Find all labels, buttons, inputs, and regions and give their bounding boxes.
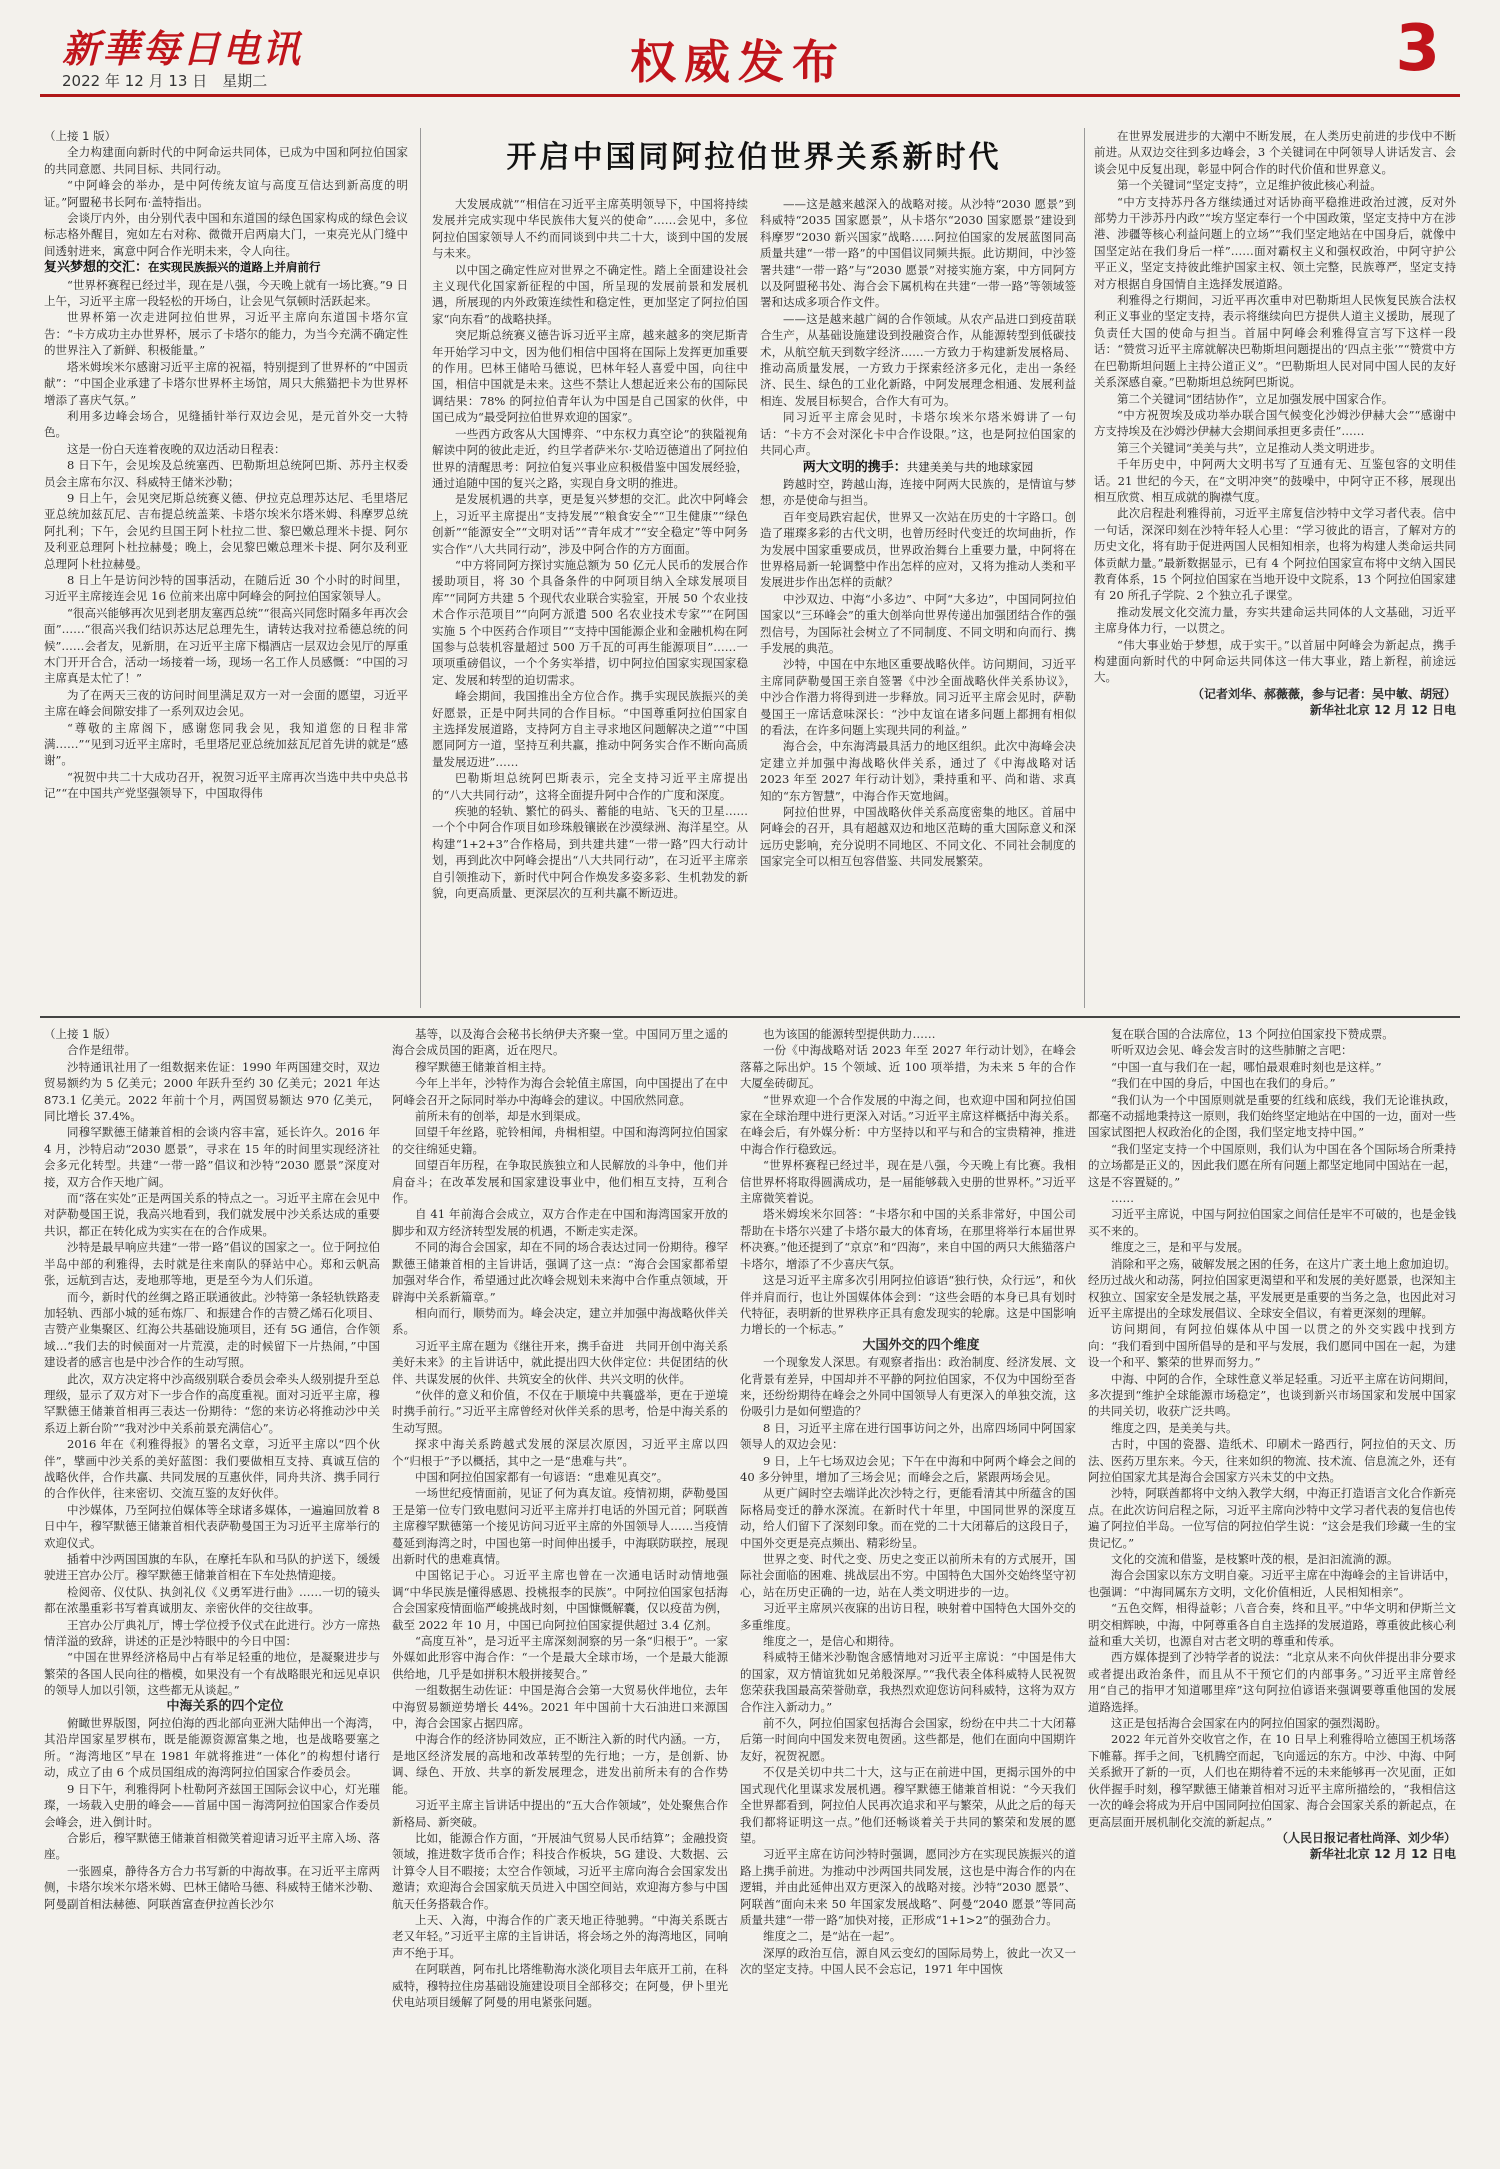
paragraph: 回望百年历程，在争取民族独立和人民解放的斗争中，他们并肩奋斗；在改革发展和国家建设事业中，他们相互支持，互利合作。	[392, 1158, 728, 1206]
subhead-lead: 两大文明的携手：	[802, 459, 907, 475]
article1-subhead-1	[44, 259, 408, 276]
paragraph: 全力构建面向新时代的中阿命运共同体，已成为中国和阿拉伯国家的共同意愿、共同目标、共同行动。	[44, 145, 408, 176]
paragraph: 沙特通讯社用了一组数据来佐证：1990 年两国建交时，双边贸易额约为 5 亿美元；2000 年跃升至约 30 亿美元；2021 年达 873.1 亿美元。2022 年前十个月，两国贸易额达 970 亿美元，同比增长 37.4%。	[44, 1059, 380, 1124]
paragraph: 此次，双方决定将中沙高级别联合委员会牵头人级别提升至总理级，显示了双方对下一步合作的高度重视。面对习近平主席，穆罕默德王储兼首相再三表达一份期待：“您的来访必将推动沙中关系迈上新台阶”“我对沙中关系前景充满信心”。	[44, 1371, 380, 1435]
paragraph: 千年历史中，中阿两大文明书写了互通有无、互鉴包容的文明佳话。21 世纪的今天，在“文明冲突”的鼓噪中，中阿守正不移，展现出相互欣赏、相互成就的胸襟气度。	[1094, 457, 1456, 504]
paragraph: 一个现象发人深思。有观察者指出：政治制度、经济发展、文化背景有差异，中国却并不平静的阿拉伯国家，不仅为中国纷至沓来，还纷纷期待在峰会之外同中国领导人有更深入的单独交流，这份吸引力是如何塑造的？	[740, 1355, 1076, 1419]
paragraph: 习近平主席在访问沙特时强调，愿同沙方在实现民族振兴的道路上携手前进。为推动中沙两国共同发展，这也是中海合作的内在逻辑，并由此延伸出双方更深入的战略对接。沙特“2030 愿景”、阿联酋“面向未来 50 年国家发展战略”、阿曼“2040 愿景”等同高质量共建“一带一路”加快对接，正形成“1+1>2”的强劲合力。	[740, 1847, 1076, 1927]
paragraph: 以中国之确定性应对世界之不确定性。踏上全面建设社会主义现代化国家新征程的中国，所呈现的发展前景和发展机遇，所展现的内外政策连续性和稳定性，更加坚定了阿拉伯国家“向东看”的战略抉择。	[432, 262, 748, 326]
paragraph: 中沙双边、中海“小多边”、中阿“大多边”，中国同阿拉伯国家以“三环峰会”的重大创举向世界传递出加强团结合作的强烈信号，为国际社会树立了不同制度、不同文明和向而行、携手发展的典范。	[760, 591, 1076, 655]
article1-column-2	[432, 196, 748, 1008]
paragraph: 沙特是最早响应共建“一带一路”倡议的国家之一。位于阿拉伯半岛中部的利雅得，去时就是往来南队的驿站中心。郑和云帆高张，远航到吉达，麦地那等地，更是至今为人们乐道。	[44, 1240, 380, 1288]
paragraph: 峰会期间，我国推出全方位合作。携手实现民族振兴的美好愿景，正是中阿共同的合作目标。“中国尊重阿拉伯国家自主选择发展道路，支持阿方自主寻求地区问题解决之道”“中国愿同阿方一道，坚持互利共赢，推动中阿务实合作不断向高质量发展迈进”……	[432, 689, 748, 769]
paragraph: 合作是纽带。	[67, 1043, 136, 1058]
subhead-lead: 复兴梦想的交汇：	[44, 260, 149, 276]
paragraph: 维度之二，是“站在一起”。	[763, 1929, 902, 1944]
paragraph: 2022 年元首外交收官之作，在 10 日早上利雅得哈立德国王机场落下帷幕。挥手之间，飞机腾空而起，飞向遥远的东方。中沙、中海、中阿关系掀开了新的一页，人们也在期待着不远的未来能够再一次见面，正如伙伴握手时刻，穆罕默德王储兼首相对习近平主席所描绘的，“我相信这一次的峰会将成为开启中国同阿拉伯国家、海合会国家关系的新起点，在更高层面开展机制化交流的新起点。”	[1088, 1732, 1456, 1829]
paragraph: 中海、中阿的合作，全球性意义举足轻重。习近平主席在访问期间，多次提到“维护全球能源市场稳定”，也谈到新兴市场国家和发展中国家的共同关切，收获广泛共鸣。	[1088, 1371, 1456, 1419]
paragraph: 消除和平之殇，破解发展之困的任务，在这片广袤土地上愈加迫切。经历过战火和动荡，阿拉伯国家更渴望和平和发展的美好愿景，也深知主权独立、国家安全是发展之基，平发展更是重要的当务之急，也因此对习近平主席提出的全球发展倡议、全球安全倡议，有着更深刻的理解。	[1088, 1256, 1456, 1320]
paragraph: 习近平主席主旨讲话中提出的“五大合作领域”，处处聚焦合作新格局、新突破。	[392, 1798, 728, 1829]
paragraph: 百年变局跌宕起伏，世界又一次站在历史的十字路口。创造了璀璨多彩的古代文明，也曾历经时代变迁的坎坷曲折，作为发展中国家重要成员，世界政治舞台上重要力量，中阿将在世界格局新一轮调整中作出怎样的应对，又将为推动人类和平发展进步作出怎样的贡献？	[760, 509, 1076, 590]
paragraph: 习近平主席夙兴夜寐的出访日程，映射着中国特色大国外交的多重维度。	[740, 1601, 1076, 1632]
paragraph: 世界杯第一次走进阿拉伯世界，习近平主席向东道国卡塔尔宣告：“卡方成功主办世界杯，展示了卡塔尔的能力，为当今充满不确定性的世界注入了新鲜、积极能量。”	[44, 310, 408, 358]
paragraph: 回望千年丝路，驼铃相闻，舟楫相望。中国和海湾阿拉伯国家的交往绵延史籍。	[392, 1125, 728, 1156]
article1-col1b-paras	[44, 277, 408, 802]
article1-subhead-2	[760, 459, 1076, 476]
paragraph: 俯瞰世界版图，阿拉伯海的西北部向亚洲大陆伸出一个海湾，其沿岸国家星罗棋布，既是能源资源富集之地，也是战略要塞之所。“海湾地区”早在 1981 年就将推进“一体化”的构想付诸行动，成立了由 6 个成员国组成的海湾阿拉伯国家合作委员会。	[44, 1716, 380, 1780]
paragraph: 穆罕默德王储兼首相主持。	[415, 1059, 553, 1074]
paragraph: 世界之变、时代之变、历史之变正以前所未有的方式展开，国际社会面临的困难、挑战层出不穷。中国特色大国外交始终坚守初心，站在历史正确的一边，站在人类文明进步的一边。	[740, 1552, 1076, 1599]
paragraph: 同穆罕默德王储兼首相的会谈内容丰富，延长许久。2016 年 4 月，沙特启动“2030 愿景”，寻求在 15 年的时间里实现经济社会多元化转型。共建“一带一路”倡议和沙特“2030 愿景”深度对接，双方合作天地广阔。	[44, 1125, 380, 1189]
paragraph: 不同的海合会国家，却在不同的场合表达过同一份期待。穆罕默德王储兼首相的主旨讲话，强调了这一点：“海合会国家都希望加强对华合作，希望通过此次峰会规划未来海中合作重点领域，开辟海中关系新篇章。”	[392, 1240, 728, 1304]
paragraph: 前所未有的创举，却是水到渠成。	[415, 1109, 588, 1124]
paragraph: 比如，能源合作方面，“开展油气贸易人民币结算”；金融投资领域，推进数字货币合作；科技合作板块，5G 建设、大数据、云计算令人目不暇接；太空合作领域，习近平主席向海合会国家发出邀请；欢迎海合会国家航天员进入中国空间站，欢迎海方参与中国航天任务搭载合作。	[392, 1830, 728, 1911]
paragraph: “中方支持苏丹各方继续通过对话协商平稳推进政治过渡，反对外部势力干涉苏丹内政”“埃方坚定奉行一个中国政策，坚定支持中方在涉港、涉疆等核心利益问题上的立场”“我们坚定地站在中国身后，就像中国坚定站在我们身后一样”……面对霸权主义和强权政治，中阿守护公平正义，坚定支持彼此维护国家主权、领土完整，民族尊严，坚定支持对方根据自身国情自主选择发展道路。	[1094, 194, 1456, 291]
section-title: 权威发布	[630, 35, 846, 89]
paragraph: “很高兴能够再次见到老朋友塞西总统”“很高兴同您时隔多年再次会面”……“很高兴我们结识苏达尼总理先生，请转达我对拉希德总统的问候”……会者友，见新朋，在习近平主席下榻酒店一层双边会见厅的厚重木门开开合合，活动一场接着一场，现场一名工作人员感慨：“中国的习主席真是太忙了！”	[44, 605, 408, 686]
subhead-tail: 共建美美与共的地球家园	[906, 459, 1034, 474]
paragraph: 前不久，阿拉伯国家包括海合会国家，纷纷在中共二十大闭幕后第一时间向中国发来贺电贺函。这些都是，他们在面向中国期许友好，祝贺祝愿。	[740, 1716, 1076, 1763]
paragraph: 一张圆桌，静待各方合力书写新的中海故事。在习近平主席两侧，卡塔尔埃米尔塔米姆、巴林王储哈马德、科威特王储米沙勒、阿曼副首相法赫德、阿联酋富查伊拉酋长沙尔	[44, 1863, 380, 1911]
article2-col1b-paras	[44, 1715, 380, 1912]
article1-column-3	[760, 196, 1076, 1008]
column-rule	[1084, 128, 1085, 1008]
article2-col1-paras	[44, 1042, 380, 1698]
section-divider	[40, 1016, 1460, 1018]
paragraph: 跨越时空，跨越山海，连接中阿两大民族的，是情谊与梦想，亦是使命与担当。	[760, 476, 1076, 508]
paragraph: 维度之四，是美美与共。	[1111, 1420, 1238, 1435]
paragraph: 习近平主席说，中国与阿拉伯国家之间信任是牢不可破的，也是金钱买不来的。	[1088, 1207, 1456, 1238]
paragraph: 在世界发展进步的大潮中不断发展，在人类历史前进的步伐中不断前进。从双边交往到多边峰会，3 个关键词在中阿领导人讲话发言、会谈会见中反复出现，彰显中阿合作的时代价值和世界意义。	[1094, 129, 1456, 176]
paragraph: 王宫办公厅典礼厅，博士学位授予仪式在此进行。沙方一席热情洋溢的致辞，讲述的正是沙特眼中的今日中国：	[44, 1617, 380, 1649]
paragraph: 海合会，中东海湾最具活力的地区组织。此次中海峰会决定建立并加强中海战略伙伴关系，通过了《中海战略对话 2023 年至 2027 年行动计划》，秉持重和平、尚和谐、求真知的“东方智慧”，中海合作天宽地阔。	[760, 739, 1076, 803]
continued-marker: （上接 1 版）	[44, 129, 117, 143]
paragraph: 8 日上午是访问沙特的国事活动，在随后近 30 个小时的时间里，习近平主席接连会见 16 位前来出席中阿峰会的阿拉伯国家领导人。	[44, 572, 408, 604]
paragraph: 一组数据生动佐证：中国是海合会第一大贸易伙伴地位，去年中海贸易额逆势增长 44%。2021 年中国前十大石油进口来源国中，海合会国家占据四席。	[392, 1683, 728, 1731]
article2-column-4	[1088, 1026, 1456, 2156]
paragraph: 第一个关键词“坚定支持”，立足维护彼此核心利益。	[1117, 178, 1382, 193]
paragraph: 维度之三，是和平与发展。	[1111, 1240, 1249, 1255]
paragraph: 中沙媒体，乃至阿拉伯媒体等全球诸多媒体，一遍遍回放着 8 日中午，穆罕默德王储兼首相代表萨勒曼国王为习近平主席举行的欢迎仪式。	[44, 1502, 380, 1550]
subhead-tail: 在实现民族振兴的道路上并肩前行	[148, 260, 321, 275]
paragraph: “中国在世界经济格局中占有举足轻重的地位，是凝聚进步与繁荣的各国人民向往的楷模，如果没有一个有战略眼光和远见卓识的领导人加以引领，这些都无从谈起。”	[44, 1650, 380, 1698]
paragraph: 沙特，中国在中东地区重要战略伙伴。访问期间，习近平主席同萨勒曼国王亲自签署《中沙全面战略伙伴关系协议》，中沙合作潜力将得到进一步释放。同习近平主席会见时，萨勒曼国王一席话意味深长：“沙中友谊在诸多问题上都拥有相似的看法，在许多问题上实现共同的利益。”	[760, 657, 1076, 737]
paragraph: 推动发展文化交流力量，夯实共建命运共同体的人文基础，习近平主席身体力行，一以贯之。	[1094, 604, 1456, 636]
paragraph: “五色交辉，相得益彰；八音合奏，终和且平。”中华文明和伊斯兰文明交相辉映，中海，中阿尊重各自自主选择的发展道路，尊重彼此核心利益和重大关切，也源自对古老文明的尊重和传承。	[1088, 1601, 1456, 1649]
paragraph: “伙伴的意义和价值，不仅在于顺境中共襄盛举，更在于逆境时携手前行。”习近平主席曾经对伙伴关系的思考，恰是中海关系的生动写照。	[392, 1387, 728, 1435]
article2-column-1	[44, 1026, 380, 2156]
paragraph: 2016 年在《利雅得报》的署名文章，习近平主席以“四个伙伴”，擘画中沙关系的美好蓝图：我们要做相互支持、真诚互信的战略伙伴，合作共赢、共同发展的互惠伙伴，同舟共济、携手同行的合作伙伴，往来密切、交流互鉴的友好伙伴。	[44, 1437, 380, 1501]
paragraph: 探求中海关系跨越式发展的深层次原因，习近平主席以四个“归根于”予以概括，其中之一是“患难与共”。	[392, 1437, 728, 1468]
paragraph: 会谈厅内外，由分别代表中国和东道国的绿色国家构成的绿色会议标志格外醒目，宛如左右对称、微微开启两扇大门，一束亮光从门缝中间透射进来，寓意中阿合作光明未来，令人向往。	[44, 211, 408, 258]
article2-subhead-2: 大国外交的四个维度	[862, 1337, 980, 1353]
paragraph: 利用多边峰会场合，见缝插针举行双边会见，是元首外交一大特色。	[44, 408, 408, 440]
paragraph: 这是一份白天连着夜晚的双边活动日程表：	[67, 441, 286, 456]
paragraph: 西方媒体提到了沙特学者的说法：“北京从来不向伙伴提出非分要求或者提出政治条件，而且从不干预它们的内部事务。”习近平主席曾经用“自己的指甲才知道哪里痒”这句阿拉伯谚语来强调要尊重他国的发展道路选择。	[1088, 1650, 1456, 1714]
paragraph: 8 日，习近平主席在进行国事访问之外，出席四场同中阿国家领导人的双边会见：	[740, 1420, 1076, 1452]
paragraph: 访问期间，有阿拉伯媒体从中国一以贯之的外交实践中找到方向：“我们看到中国所倡导的是和平与发展，我们愿同中国在一起，为建设一个和平、繁荣的世界而努力。”	[1088, 1322, 1456, 1370]
paragraph: 不仅是关切中共二十大，这与正在前进中国，更揭示国外的中国式现代化里谋求发展机遇。穆罕默德王储兼首相说：“今天我们全世界都看到，阿拉伯人民再次追求和平与繁荣，从此之后的每天我们都将证明这一点。”他们还畅谈着关于共同的繁荣和发展的愿望。	[740, 1765, 1076, 1845]
article1-col3b-paras	[760, 476, 1076, 870]
paragraph: 中国和阿拉伯国家都有一句谚语：“患难见真交”。	[415, 1469, 669, 1484]
paragraph: 文化的交流和借鉴，是枝繁叶茂的根，是汩汩流淌的源。	[1111, 1552, 1399, 1566]
article1-col2-paras	[432, 196, 748, 901]
issue-date: 2022 年 12 月 13 日 星期二	[62, 72, 268, 90]
paragraph: 突尼斯总统赛义德告诉习近平主席，越来越多的突尼斯青年开始学习中文，因为他们相信中国将在国际上发挥更加重要的作用。巴林王储哈马德说，巴林年轻人喜爱中国，向往中国，相信中国就是未来。这些不禁让人想起近来公布的国际民调结果：78% 的阿拉伯青年认为中国是自己国家的伙伴，中国已成为“最受阿拉伯世界欢迎的国家”。	[432, 328, 748, 425]
paragraph: 古时，中国的瓷器、造纸术、印刷术一路西行，阿拉伯的天文、历法、医药万里东来。今天，往来如织的物流、技术流、信息流之外，还有阿拉伯国家尤其是海合会国家方兴未艾的中文热。	[1088, 1437, 1456, 1484]
article2-column-2	[392, 1026, 728, 2156]
article2-dateline: 新华社北京 12 月 12 日电	[1309, 1847, 1456, 1862]
paragraph: 大发展成就”“相信在习近平主席英明领导下，中国将持续发展并完成实现中华民族伟大复兴的使命”……会见中，多位阿拉伯国家领导人不约而同谈到中共二十大，谈到中国的发展与未来。	[432, 197, 748, 261]
paragraph: ——这是越来越深入的战略对接。从沙特“2030 愿景”到科威特“2035 国家愿景”，从卡塔尔“2030 国家愿景”建设到科摩罗“2030 新兴国家”战略……阿拉伯国家的发展蓝图同高质量共建“一带一路”的中国倡议同频共振。此访期间，中沙签署共建“一带一路”与“2030 愿景”对接实施方案，中方同阿方以及阿盟秘书处、海合会下属机构在共建“一带一路”等领域签署和达成多项合作文件。	[760, 197, 1076, 310]
paragraph: “祝贺中共二十大成功召开，祝贺习近平主席再次当选中共中央总书记”“在中国共产党坚强领导下，中国取得伟	[44, 769, 408, 801]
paragraph: 同习近平主席会见时，卡塔尔埃米尔塔米姆讲了一句话：“卡方不会对深化卡中合作设限。”这，也是阿拉伯国家的共同心声。	[760, 410, 1076, 458]
paragraph: 阿拉伯世界，中国战略伙伴关系高度密集的地区。首届中阿峰会的召开，具有超越双边和地区范畴的重大国际意义和深远历史影响，充分说明不同地区、不同文化、不同社会制度的国家完全可以相互包容借鉴、共同发展繁荣。	[760, 805, 1076, 869]
article1-column-1	[44, 128, 408, 1008]
paragraph: “我们认为一个中国原则就是重要的红线和底线，我们无论谁执政，都毫不动摇地秉持这一原则，我们始终坚定地站在中国的一边，面对一些国家试图把人权政治化的企图，我们坚定地支持中国。”	[1088, 1092, 1456, 1140]
paragraph: 塔米姆埃米尔感谢习近平主席的祝福，特别提到了世界杯的“中国贡献”：“中国企业承建了卡塔尔世界杯主场馆，周只大熊猫把卡为世界杯增添了喜庆气氛。”	[44, 359, 408, 407]
paragraph: “世界欢迎一个合作发展的中海之间，也欢迎中国和阿拉伯国家在全球治理中进行更深入对话。”习近平主席这样概括中海关系。在峰会后，有外媒分析：中方坚持以和平与和合的宝贵精神，推进中海合作行稳致远。	[740, 1092, 1076, 1156]
article2-col3-paras	[740, 1026, 1076, 1338]
masthead	[40, 8, 1460, 97]
article2-subhead-1: 中海关系的四个定位	[166, 1698, 284, 1714]
column-rule	[420, 128, 421, 1008]
paragraph: 自 41 年前海合会成立，双方合作走在中国和海湾国家开放的脚步和双方经济转型发展的机遇，不断走实走深。	[392, 1207, 728, 1238]
paragraph: 此次启程赴利雅得前，习近平主席复信沙特中文学习者代表。信中一句话，深深印刻在沙特年轻人心里：“学习彼此的语言，了解对方的历史文化，将有助于促进两国人民相知相亲，也将为构建人类命运共同体贡献力量。”最新数据显示，已有 4 个阿拉伯国家宣布将中文纳入国民教育体系，15 个阿拉伯国家在当地开设中文院系，13 个阿拉伯国家建有 20 所孔子学院、2 个独立孔子课堂。	[1094, 506, 1456, 603]
paragraph: 也为该国的能源转型提供助力……	[763, 1027, 936, 1041]
paragraph: 一份《中海战略对话 2023 年至 2027 年行动计划》，在峰会落幕之际出炉。15 个领域、近 100 项举措，为未来 5 年的合作大厦垒砖砌瓦。	[740, 1043, 1076, 1091]
article2-byline: （人民日报记者杜尚泽、刘少华）	[1275, 1830, 1456, 1845]
article1-dateline: 新华社北京 12 月 12 日电	[1309, 703, 1456, 718]
paragraph: 科威特王储米沙勒饱含感情地对习近平主席说：“中国是伟大的国家，双方情谊犹如兄弟般深厚。”“我代表全体科威特人民祝贺您荣获我国最高荣誉勋章，我热烈欢迎您访问科威特，这将为双方合作注入新动力。”	[740, 1650, 1076, 1714]
paragraph: 疾驰的轻轨、繁忙的码头、蓄能的电站、飞天的卫星……一个个中阿合作项目如珍珠般镶嵌在沙漠绿洲、海洋星空。从构建“1+2+3”合作格局，到共建共建“一带一路”四大行动计划，再到此次中阿峰会提出“八大共同行动”，在习近平主席亲自引领推动下，新时代中阿合作焕发多姿多彩、生机勃发的新貌，向更高质量、更深层次的互利共赢不断迈进。	[432, 804, 748, 901]
page-number: 3	[1395, 12, 1440, 86]
paragraph: “高度互补”，是习近平主席深刻洞察的另一条“归根于”。一家外媒如此形容中海合作：“一个是最大全球市场，一个是最大能源供给地，几乎是如拼积木般拼接契合。”	[392, 1634, 728, 1681]
paragraph: 听听双边会见、峰会发言时的这些肺腑之言吧：	[1111, 1043, 1353, 1058]
paragraph: “世界杯赛程已经过半，现在是八强，今天晚上就有一场比赛。”9 日上午，习近平主席一段轻松的开场白，让会见气氛顿时活跃起来。	[44, 277, 408, 309]
paragraph: 9 日下午，利雅得阿卜杜勒阿齐兹国王国际会议中心，灯光璀璨，一场载入史册的峰会——首届中国－海湾阿拉伯国家合作委员会峰会，进入倒计时。	[44, 1781, 380, 1829]
paragraph: 这是习近平主席多次引用阿拉伯谚语“独行快，众行远”，和伙伴并肩而行，也让外国媒体体会到：“这些会晤的本身已具有划时代特征，表明新的世界秩序正具有愈发现实的轮廓。这是中国影响力增长的一个标志。”	[740, 1273, 1076, 1337]
paragraph: ——这是越来越广阔的合作领域。从农产品进口到疫苗联合生产，从基础设施建设到投融资合作，从能源转型到低碳技术，从航空航天到数字经济……一方致力于构建新发展格局、推动高质量发展，一方致力于探索经济多元化，走出一条经济、民生、绿色的工业化新路，中阿发展理念相通、发展利益相连、发展目标契合，合作大有可为。	[760, 311, 1076, 408]
paragraph: “世界杯赛程已经过半，现在是八强，今天晚上有比赛。我相信世界杯将取得圆满成功，是一届能够载入史册的世界杯。”习近平主席微笑着说。	[740, 1158, 1076, 1206]
paragraph: “中国一直与我们在一起，哪怕最艰难时刻也是这样。”	[1111, 1059, 1382, 1074]
paragraph: 一场世纪疫情面前，见证了何为真友谊。疫情初期，萨勒曼国王是第一位专门致电慰问习近平主席并打电话的外国元首；阿联酋主席穆罕默德第一个接见访问习近平主席的外国领导人……当疫情蔓延到海湾之时，中国也第一时间伸出援手，中海联防联控，展现出新时代的患难真情。	[392, 1486, 728, 1566]
paragraph: 今年上半年，沙特作为海合会轮值主席国，向中国提出了在中阿峰会召开之际同时举办中海峰会的建议。中国欣然同意。	[392, 1076, 728, 1107]
paragraph: 复在联合国的合法席位，13 个阿拉伯国家投下赞成票。	[1111, 1027, 1394, 1041]
article2-col3b-paras	[740, 1354, 1076, 1977]
paragraph: 插着中沙两国国旗的车队，在摩托车队和马队的护送下，缓缓驶进王宫办公厅。穆罕默德王储兼首相在下车处热情迎接。	[44, 1552, 380, 1583]
paragraph: 中国铭记于心。习近平主席也曾在一次通电话时动情地强调“中华民族是懂得感恩、投桃报李的民族”。中阿拉伯国家包括海合会国家疫情面临严峻挑战时刻，中国慷慨解囊，仅以疫苗为例，截至 2022 年 10 月，中国已向阿拉伯国家提供超过 3.4 亿剂。	[392, 1568, 728, 1632]
paragraph: “我们坚定支持一个中国原则，我们认为中国在各个国际场合所秉持的立场都是正义的，因此我们愿在所有问题上都坚定地同中国站在一起，这是不容置疑的。”	[1088, 1141, 1456, 1189]
newspaper-logo: 新華每日电讯	[62, 26, 303, 71]
paragraph: “我们在中国的身后，中国也在我们的身后。”	[1111, 1076, 1336, 1091]
paragraph: 合影后，穆罕默德王储兼首相微笑着迎请习近平主席入场、落座。	[44, 1830, 380, 1862]
paragraph: “尊敬的主席阁下，感谢您同我会见，我知道您的日程非常满……”“见到习近平主席时，毛里塔尼亚总统加兹瓦尼首先讲的就是“感谢”。	[44, 720, 408, 768]
paragraph: 塔米姆埃米尔回答：“卡塔尔和中国的关系非常好，中国公司帮助在卡塔尔兴建了卡塔尔最大的体育场，在那里将举行本届世界杯决赛。”他还提到了“京京”和“四海”，来自中国的两只大熊猫落户卡塔尔，增添了不少喜庆气氛。	[740, 1207, 1076, 1271]
paragraph: ……	[1111, 1191, 1134, 1206]
paragraph: 巴勒斯坦总统阿巴斯表示，完全支持习近平主席提出的“八大共同行动”，这将全面提升阿中合作的广度和深度。	[432, 771, 748, 802]
article2-col4-paras	[1088, 1026, 1456, 1830]
article2-column-3	[740, 1026, 1076, 2156]
paragraph: 从更广阔时空去端详此次沙特之行，更能看清其中所蕴含的国际格局变迁的静水深流。在新时代十年里，中国同世界的深度互动，给人们留下了深刻印象。而在党的二十大闭幕后的这段日子，中国外交更是亮点频出、精彩纷呈。	[740, 1486, 1076, 1550]
paragraph: 8 日下午，会见埃及总统塞西、巴勒斯坦总统阿巴斯、苏丹主权委员会主席布尔汉、科威特王储米沙勒；	[44, 458, 408, 489]
paragraph: “中阿峰会的举办，是中阿传统友谊与高度互信达到新高度的明证。”阿盟秘书长阿布·盖特指出。	[44, 178, 408, 209]
paragraph: 第二个关键词“团结协作”，立足加强发展中国家合作。	[1117, 391, 1394, 406]
article1-column-4	[1094, 128, 1456, 1008]
article1-col3-paras	[760, 196, 1076, 459]
article1-byline: （记者刘华、郝薇薇，参与记者：吴中敏、胡冠）	[1191, 686, 1456, 701]
paragraph: 利雅得之行期间，习近平再次重申对巴勒斯坦人民恢复民族合法权利正义事业的坚定支持，表示将继续向巴方提供人道主义援助，展现了负责任大国的使命与担当。首届中阿峰会利雅得宣言写下这样一段话：“赞赏习近平主席就解决巴勒斯坦问题提出的‘四点主张’”“赞赏中方在巴勒斯坦问题上主持公道正义”。“巴勒斯坦人民对同中国人民的友好关系深感自豪。”巴勒斯坦总统阿巴斯说。	[1094, 293, 1456, 390]
paragraph: 中海合作的经济协同效应，正不断注入新的时代内涵。一方，是地区经济发展的高地和改革转型的先行地；一方，是创新、协调、绿色、开放、共享的新发展理念，进发出前所未有的合作势能。	[392, 1732, 728, 1796]
paragraph: 习近平主席在题为《继往开来，携手奋进 共同开创中海关系美好未来》的主旨讲话中，就此提出四大伙伴定位：共促团结的伙伴、共谋发展的伙伴、共筑安全的伙伴、共兴文明的伙伴。	[392, 1338, 728, 1386]
article1-col4-paras	[1094, 128, 1456, 686]
paragraph: 是发展机遇的共享，更是复兴梦想的交汇。此次中阿峰会上，习近平主席提出“支持发展”“粮食安全”“卫生健康”“绿色创新”“能源安全”“文明对话”“青年成才”“安全稳定”等中阿务实合作“八大共同行动”，涉及中阿合作的方方面面。	[432, 492, 748, 556]
paragraph: 这正是包括海合会国家在内的阿拉伯国家的强烈渴盼。	[1111, 1716, 1387, 1731]
paragraph: 在阿联酋，阿布扎比塔维勒海水淡化项目去年底开工前，在科威特，穆特拉住房基础设施建设项目全部移交；在阿曼，伊卜里光伏电站项目缓解了阿曼的用电紧张问题。	[392, 1962, 728, 2009]
paragraph: 而今，新时代的丝绸之路正联通彼此。沙特第一条轻轨铁路麦加轻轨、西部小城的延布炼厂、和振建合作的吉赞乙烯石化项目、吉赞产业集聚区、红海公共基础设施项目，还有 5G 通信，合作领域…“我们去的时候面对一片荒漠，走的时候留下一片热闹，”中国建设者的感言也是中沙合作的生动写照。	[44, 1289, 380, 1370]
paragraph: 第三个关键词“美美与共”，立足推动人类文明进步。	[1117, 440, 1382, 455]
paragraph: 9 日，上午七场双边会见；下午在中海和中阿两个峰会之间的 40 多分钟里，增加了三场会见；而峰会之后，紧跟两场会见。	[740, 1453, 1076, 1484]
paragraph: “中方将同阿方探讨实施总额为 50 亿元人民币的发展合作援助项目，将 30 个具备条件的中阿项目纳入全球发展项目库”“同阿方共建 5 个现代农业联合实验室，开展 50 个农业技术合作示范项目”“向阿方派遣 500 名农业技术专家”“在阿国实施 5 个中医药合作项目”“支持中国能源企业和金融机构在阿国参与总装机容量超过 500 万千瓦的可再生能源项目”……一项项重磅倡议，一个个务实举措，切中阿拉伯国家实现国家稳定、发展和转型的迫切需求。	[432, 557, 748, 687]
article1-headline: 开启中国同阿拉伯世界关系新时代	[506, 140, 1002, 175]
paragraph: 海合会国家以东方文明自豪。习近平主席在中海峰会的主旨讲话中，也强调：“中海同属东方文明，文化价值相近，人民相知相亲”。	[1088, 1568, 1456, 1599]
paragraph: 深厚的政治互信，源自风云变幻的国际局势上，彼此一次又一次的坚定支持。中国人民不会忘记，1971 年中国恢	[740, 1945, 1076, 1977]
paragraph: “伟大事业始于梦想，成于实干。”以首届中阿峰会为新起点，携手构建面向新时代的中阿命运共同体这一伟大事业，踏上新程，前途远大。	[1094, 637, 1456, 685]
continued-marker: （上接 1 版）	[44, 1027, 117, 1041]
paragraph: 而“落在实处”正是两国关系的特点之一。习近平主席在会见中对萨勒曼国王说，我高兴地看到，我们就发展中沙关系达成的重要共识，都正在转化成为实实在在的合作成果。	[44, 1191, 380, 1238]
paragraph: 检阅帝、仪仗队、执剑礼仪《义勇军进行曲》……一切的镜头都在浓墨重彩书写着真诚朋友、亲密伙伴的交往故事。	[44, 1584, 380, 1616]
paragraph: 为了在两天三夜的访问时间里满足双方一对一会面的愿望，习近平主席在峰会间隙安排了一系列双边会见。	[44, 687, 408, 719]
paragraph: “中方祝贺埃及成功举办联合国气候变化沙姆沙伊赫大会”“感谢中方支持埃及在沙姆沙伊赫大会期间承担更多责任”……	[1094, 407, 1456, 439]
paragraph: 基等，以及海合会秘书长纳伊夫齐聚一堂。中国同万里之遥的海合会成员国的距离，近在咫尺。	[392, 1027, 728, 1058]
paragraph: 9 日上午，会见突尼斯总统赛义德、伊拉克总理苏达尼、毛里塔尼亚总统加兹瓦尼、吉布提总统盖莱、卡塔尔埃米尔塔米姆、科摩罗总统阿扎利；下午，会见约旦国王阿卜杜拉二世、黎巴嫩总理米卡提、阿尔及利亚总理阿卜杜拉赫曼；晚上，会见黎巴嫩总理米卡提、阿尔及利亚总理阿卜杜拉赫曼。	[44, 490, 408, 571]
paragraph: 相向而行，顺势而为。峰会决定，建立并加强中海战略伙伴关系。	[392, 1305, 728, 1337]
article2-col2-paras	[392, 1026, 728, 2010]
paragraph: 上天、入海，中海合作的广袤天地正待驰骋。“中海关系既古老又年轻。”习近平主席的主旨讲话，将会场之外的海湾地区，同响声不绝于耳。	[392, 1912, 728, 1960]
article1-col1-paras	[44, 144, 408, 259]
paragraph: 沙特，阿联酋都将中文纳入教学大纲，中海正打造语言文化合作新亮点。在此次访问启程之际，习近平主席向沙特中文学习者代表的复信也传遍了阿拉伯半岛。一位写信的阿拉伯学生说：“这会是我们珍藏一生的宝贵记忆。”	[1088, 1486, 1456, 1550]
paragraph: 维度之一，是信心和期待。	[763, 1634, 901, 1649]
paragraph: 一些西方政客从大国博弈、“中东权力真空论”的狭隘视角解读中阿的彼此走近，约旦学者萨米尔·艾哈迈德道出了阿拉伯世界的清醒思考：阿拉伯复兴事业应积极借鉴中国发展经验，通过追随中国的复兴之路，实现自身文明的推进。	[432, 426, 748, 490]
